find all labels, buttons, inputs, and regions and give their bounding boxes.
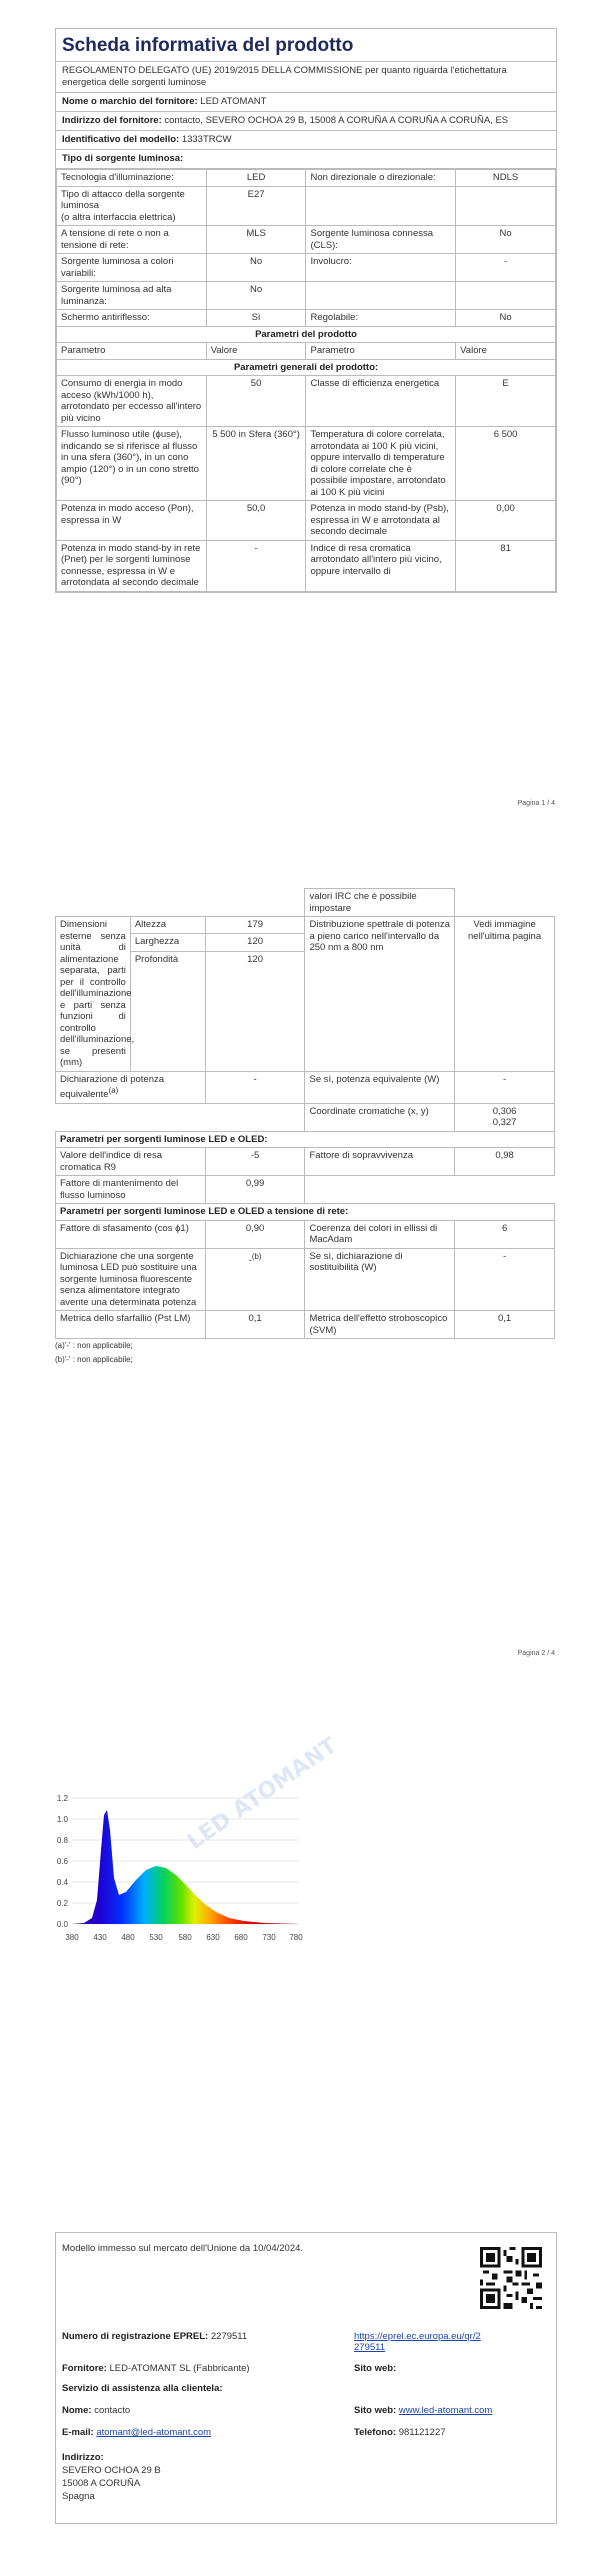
params-table-continued [55,888,555,1339]
cell: No [456,226,556,254]
led-oled-title: Parametri per sorgenti luminose LED e OLED: [56,1131,555,1148]
cell: Sorgente luminosa ad alta luminanza: [57,282,207,310]
supplier-address-label: Indirizzo del fornitore: [62,115,162,126]
x-tick: 630 [206,1933,220,1942]
r9-label: Valore dell'indice di resa cromatica R9 [56,1148,206,1176]
table-row [57,376,556,427]
model-value: 1333TRCW [181,134,232,145]
cell: No [206,282,306,310]
cell: E [456,376,556,427]
r9-value: -5 [205,1148,305,1176]
table-row [57,427,556,501]
x-tick: 580 [178,1933,192,1942]
email-label: E-mail: [62,2427,94,2438]
spectrum-svg [44,1733,342,1950]
power-decl-value: - [205,1071,305,1103]
mains-title: Parametri per sorgenti luminose LED e OLED a tensione di rete: [56,1204,555,1221]
y-tick: 1.2 [56,1794,68,1803]
footnote-b: (b)'-' : non applicabile; [55,1355,133,1365]
cell: No [456,310,556,327]
flicker-value: 0,1 [205,1311,305,1339]
table-row [57,186,556,226]
cell: Sorgente luminosa connessa (CLS): [306,226,456,254]
cell: 6 500 [456,427,556,501]
table-row [57,501,556,541]
cell: Indice di resa cromatica arrotondato all'intero più vicino, oppure intervallo di [306,540,456,591]
page-4 [55,2232,557,2524]
cell: MLS [206,226,306,254]
cell: Temperatura di colore correlata, arrotondata ai 100 K più vicini, oppure intervallo di temperature di colore correlate che è possibile impostare, arrotondato ai 100 K più vicini [306,427,456,501]
model-row [56,131,556,150]
table-row [57,540,556,591]
replace-sup: (b) [251,1251,262,1261]
cell: Valore [206,343,306,360]
cell [306,282,456,310]
dim-depth-label: Profondità [130,951,205,1071]
cell: Consumo di energia in modo acceso (kWh/1000 h), arrotondato per eccesso all'intero più vicino [57,376,207,427]
spectral-value: Vedi immagine nell'ultima pagina [455,917,555,1072]
x-tick: 480 [121,1933,135,1942]
website-label: Sito web: [354,2363,397,2374]
equiv-label: Se sì, potenza equivalente (W) [305,1071,455,1103]
y-tick: 1.0 [56,1815,68,1824]
cell: 5 500 in Sfera (360°) [206,427,306,501]
cell: Sì [206,310,306,327]
cell: Parametro [306,343,456,360]
address-line: Spagna [62,2491,95,2502]
spectral-label: Distribuzione spettrale di potenza a pieno carico nell'intervallo da 250 nm a 800 nm [305,917,455,1072]
pf-label: Fattore di sfasamento (cos ϕ1) [56,1220,206,1248]
pf-value: 0,90 [205,1220,305,1248]
eprel-value: 2279511 [210,2331,248,2342]
dim-depth-value: 120 [205,951,305,1071]
supplier-name-label: Nome o marchio del fornitore: [62,96,198,107]
cell: E27 [206,186,306,226]
cell: 81 [456,540,556,591]
replace-label: Dichiarazione che una sorgente luminosa LED può sostituire una sorgente luminosa fluorescente senza alimentatore integrato avente una determinata potenza [56,1248,206,1311]
macadam-label: Coerenza dei colori in ellissi di MacAdam [305,1220,455,1248]
market-text: Modello immesso sul mercato dell'Unione da 10/04/2024. [62,2243,304,2254]
phone-label: Telefono: [354,2427,397,2438]
chroma-label: Coordinate cromatiche (x, y) [305,1103,455,1131]
x-axis-ticks [65,1933,303,1942]
page-number: Pagina 2 / 4 [517,1650,555,1657]
phone-value: 981121227 [398,2427,446,2438]
regulation-text: REGOLAMENTO DELEGATO (UE) 2019/2015 DELLA COMMISSIONE per quanto riguarda l'etichettatura energetica delle sorgenti luminose [56,62,556,93]
power-decl-label: Dichiarazione di potenza equivalente [60,1073,165,1101]
y-axis-ticks [57,1794,69,1929]
model-label: Identificativo del modello: [62,134,180,145]
replace-w-value: - [455,1248,555,1311]
cell [456,186,556,226]
address-line: SEVERO OCHOA 29 B [62,2465,161,2476]
macadam-value: 6 [455,1220,555,1248]
supplier-value: LED-ATOMANT SL (Fabbricante) [109,2363,250,2374]
x-tick: 780 [289,1933,303,1942]
dims-label: Dimensioni esterne senza unità di alimentazione separata, parti per il controllo dell'illuminazione e parti senza funzioni di controllo dell'illuminazione, se presenti (mm) [56,917,131,1072]
x-tick: 680 [234,1933,248,1942]
cell: Potenza in modo acceso (Pon), espressa in W [57,501,207,541]
x-tick: 380 [65,1933,79,1942]
y-tick: 0.8 [56,1836,68,1845]
cell: 0,00 [456,501,556,541]
dim-height-value: 179 [205,917,305,934]
supplier-address-row [56,112,556,131]
source-type-heading [56,150,556,169]
cell: Non direzionale o direzionale: [306,170,456,187]
table-row [57,310,556,327]
table-row [57,282,556,310]
cell: Tecnologia d'illuminazione: [57,170,207,187]
chroma-x: 0,306 [492,1105,517,1117]
params-title: Parametri del prodotto [57,326,556,343]
cell: 50,0 [206,501,306,541]
table-row [57,226,556,254]
cell: Sorgente luminosa a colori variabili: [57,254,207,282]
table-row [57,254,556,282]
chroma-y: 0,327 [492,1117,517,1129]
eprel-link[interactable]: https://eprel.ec.europa.eu/qr/2279511 [354,2331,481,2353]
survival-label: Fattore di sopravvivenza [305,1148,455,1176]
website-link[interactable]: www.led-atomant.com [398,2405,493,2416]
supplier-label: Fornitore: [62,2363,107,2374]
cell: Potenza in modo stand-by (Psb), espressa in W e arrotondata al secondo decimale [306,501,456,541]
service-title: Servizio di assistenza alla clientela: [62,2383,223,2394]
website2-label: Sito web: [354,2405,397,2416]
power-decl-sup: (a) [108,1086,119,1095]
cell: A tensione di rete o non a tensione di rete: [57,226,207,254]
param-header-row [57,343,556,360]
watermark-text: LED ATOMANT [183,1733,342,1855]
name-value: contacto [94,2405,131,2416]
spectrum-area [72,1810,299,1924]
source-type-table [56,169,556,592]
survival-value: 0,98 [455,1148,555,1176]
maint-value: 0,99 [205,1176,305,1204]
cell: Valore [456,343,556,360]
supplier-name-value: LED ATOMANT [200,96,267,107]
cell: Classe di efficienza energetica [306,376,456,427]
cell: Potenza in modo stand-by in rete (Pnet) per le sorgenti luminose connesse, espressa in W e arrotondata al secondo decimale [57,540,207,591]
supplier-name-row [56,93,556,112]
cell [306,186,456,226]
cell: - [206,540,306,591]
cell: Parametro [57,343,207,360]
eprel-label: Numero di registrazione EPREL: [62,2331,209,2342]
email-link[interactable]: atomant@led-atomant.com [96,2427,212,2438]
name-label: Nome: [62,2405,92,2416]
table-row [57,170,556,187]
replace-w-label: Se sì, dichiarazione di sostituibilità (W) [305,1248,455,1311]
replace-value: - [248,1254,252,1266]
supplier-address-value: contacto, SEVERO OCHOA 29 B, 15008 A CORUÑA A CORUÑA A CORUÑA, ES [164,115,509,126]
flicker-label: Metrica dello sfarfallio (Pst LM) [56,1311,206,1339]
y-tick: 0.0 [56,1920,68,1929]
y-tick: 0.6 [56,1857,68,1866]
dim-width-label: Larghezza [130,934,205,951]
cell: 50 [206,376,306,427]
cell: Schermo antiriflesso: [57,310,207,327]
maint-label: Fattore di mantenimento del flusso luminoso [56,1176,206,1204]
x-tick: 730 [262,1933,276,1942]
equiv-value: - [455,1071,555,1103]
cell: No [206,254,306,282]
x-tick: 530 [149,1933,163,1942]
svm-label: Metrica dell'effetto stroboscopico (SVM) [305,1311,455,1339]
qr-code-icon [480,2247,542,2309]
page-number: Pagina 1 / 4 [517,800,555,807]
source-type-label: Tipo di sorgente luminosa: [62,153,184,164]
footnote-a: (a)'-' : non applicabile; [55,1341,133,1351]
x-tick: 430 [93,1933,107,1942]
cell: Involucro: [306,254,456,282]
address-label: Indirizzo: [62,2452,104,2463]
cell: Tipo di attacco della sorgente luminosa (o altra interfaccia elettrica) [57,186,207,226]
y-tick: 0.2 [56,1899,68,1908]
page-2 [55,888,555,1367]
dim-height-label: Altezza [130,917,205,934]
y-tick: 0.4 [56,1878,68,1887]
cell: LED [206,170,306,187]
dim-width-value: 120 [205,934,305,951]
cell: - [456,254,556,282]
cell: NDLS [456,170,556,187]
page-1 [55,28,557,593]
cell: Flusso luminoso utile (ϕuse), indicando se si riferisce al flusso in una sfera (360°), in un cono ampio (120°) o in un cono stretto (90°) [57,427,207,501]
cell: Regolabile: [306,310,456,327]
svm-value: 0,1 [455,1311,555,1339]
cell [456,282,556,310]
address-line: 15008 A CORUÑA [62,2478,141,2489]
general-title: Parametri generali del prodotto: [57,359,556,376]
spectrum-chart [44,1733,342,1950]
page-title: Scheda informativa del prodotto [56,29,556,62]
cri-cont: valori IRC che è possibile impostare [305,889,455,917]
